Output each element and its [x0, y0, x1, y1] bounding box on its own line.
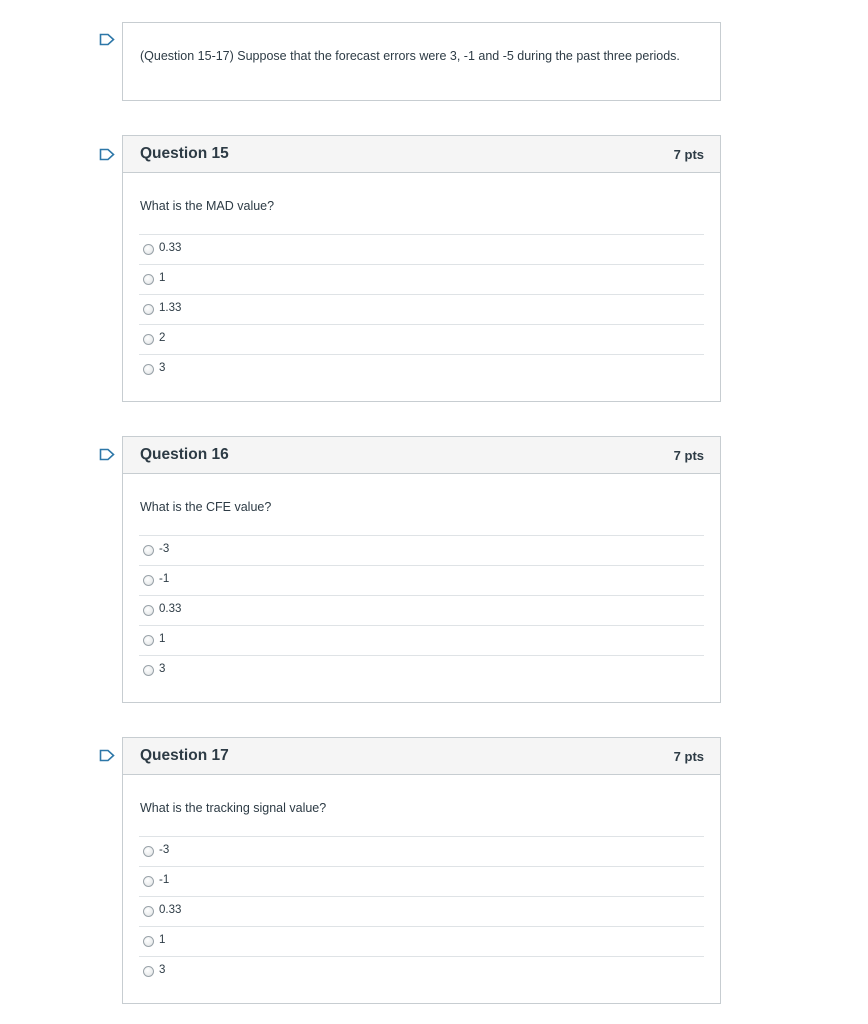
question-prompt: What is the tracking signal value?	[140, 801, 327, 815]
question-title: Question 17	[140, 747, 229, 764]
answer-label[interactable]: -1	[159, 874, 170, 886]
answer-option[interactable]	[139, 867, 704, 897]
radio-button[interactable]	[143, 274, 154, 285]
answer-option[interactable]	[139, 957, 704, 986]
answer-label[interactable]: 1	[159, 633, 166, 645]
answer-label[interactable]: -3	[159, 844, 170, 856]
question-card-16	[122, 436, 721, 703]
intro-card	[122, 22, 721, 101]
radio-button[interactable]	[143, 545, 154, 556]
intro-text: (Question 15-17) Suppose that the forecast errors were 3, -1 and -5 during the past three periods.	[140, 49, 680, 63]
answer-label[interactable]: 0.33	[159, 603, 182, 615]
question-points: 7 pts	[673, 749, 704, 764]
radio-button[interactable]	[143, 244, 154, 255]
answer-option[interactable]	[139, 927, 704, 957]
answer-option[interactable]	[139, 355, 704, 384]
question-prompt: What is the CFE value?	[140, 500, 272, 514]
answer-label[interactable]: 3	[159, 362, 166, 374]
question-points: 7 pts	[673, 448, 704, 463]
flag-question-icon[interactable]	[99, 148, 115, 161]
answer-label[interactable]: 1.33	[159, 302, 182, 314]
answer-option[interactable]	[139, 295, 704, 325]
flag-question-icon[interactable]	[99, 448, 115, 461]
radio-button[interactable]	[143, 605, 154, 616]
answer-option[interactable]	[139, 265, 704, 295]
question-card-15	[122, 135, 721, 402]
question-header	[123, 437, 720, 474]
answer-option[interactable]	[139, 235, 704, 265]
answer-label[interactable]: 1	[159, 272, 166, 284]
answer-label[interactable]: 2	[159, 332, 166, 344]
question-card-17	[122, 737, 721, 1004]
question-title: Question 16	[140, 446, 229, 463]
answer-list	[139, 836, 704, 986]
radio-button[interactable]	[143, 364, 154, 375]
answer-option[interactable]	[139, 626, 704, 656]
answer-option[interactable]	[139, 656, 704, 685]
radio-button[interactable]	[143, 876, 154, 887]
question-header	[123, 136, 720, 173]
flag-question-icon[interactable]	[99, 33, 115, 46]
question-points: 7 pts	[673, 147, 704, 162]
question-title: Question 15	[140, 145, 229, 162]
answer-label[interactable]: 3	[159, 663, 166, 675]
answer-label[interactable]: 1	[159, 934, 166, 946]
answer-label[interactable]: 0.33	[159, 242, 182, 254]
answer-option[interactable]	[139, 566, 704, 596]
answer-label[interactable]: -1	[159, 573, 170, 585]
question-prompt: What is the MAD value?	[140, 199, 275, 213]
radio-button[interactable]	[143, 846, 154, 857]
answer-option[interactable]	[139, 837, 704, 867]
radio-button[interactable]	[143, 906, 154, 917]
radio-button[interactable]	[143, 936, 154, 947]
answer-label[interactable]: 3	[159, 964, 166, 976]
radio-button[interactable]	[143, 665, 154, 676]
radio-button[interactable]	[143, 575, 154, 586]
radio-button[interactable]	[143, 966, 154, 977]
answer-option[interactable]	[139, 897, 704, 927]
answer-label[interactable]: -3	[159, 543, 170, 555]
radio-button[interactable]	[143, 635, 154, 646]
flag-question-icon[interactable]	[99, 749, 115, 762]
answer-label[interactable]: 0.33	[159, 904, 182, 916]
answer-option[interactable]	[139, 536, 704, 566]
question-header	[123, 738, 720, 775]
radio-button[interactable]	[143, 334, 154, 345]
answer-option[interactable]	[139, 596, 704, 626]
answer-list	[139, 535, 704, 685]
answer-list	[139, 234, 704, 384]
radio-button[interactable]	[143, 304, 154, 315]
answer-option[interactable]	[139, 325, 704, 355]
